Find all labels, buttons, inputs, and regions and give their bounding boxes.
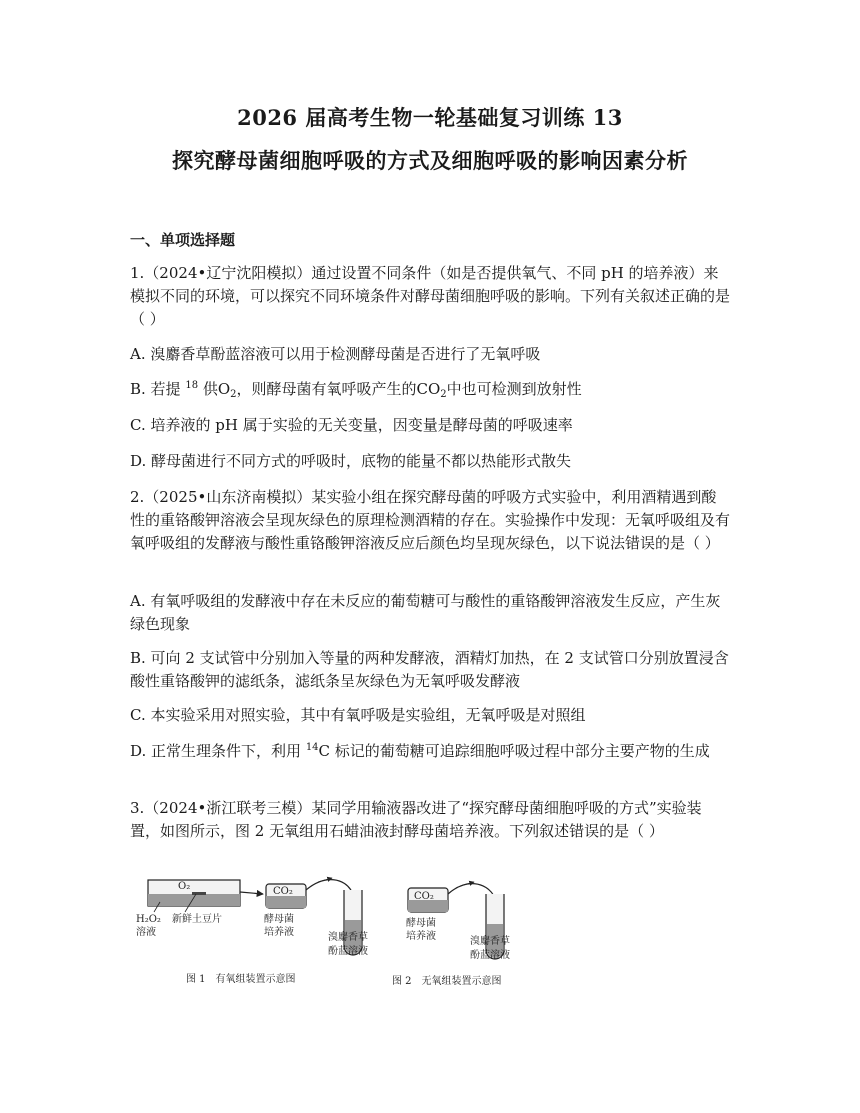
q1-b-mid2: ，则酵母菌有氧呼吸产生的CO bbox=[236, 380, 441, 398]
q1-option-c: C. 培养液的 pH 属于实验的无关变量，因变量是酵母菌的呼吸速率 bbox=[130, 416, 573, 434]
q1-b-mid1: 供O bbox=[198, 380, 231, 398]
fig2-btb-label-1: 溴麝香草 bbox=[470, 936, 510, 947]
section-heading: 一、单项选择题 bbox=[130, 231, 236, 249]
fig1-yeast-label-1: 酵母菌 bbox=[264, 914, 294, 925]
fig1-tube-1 bbox=[240, 892, 263, 894]
q1-option-d: D. 酵母菌进行不同方式的呼吸时，底物的能量不都以热能形式散失 bbox=[130, 452, 572, 470]
h2o2-liquid bbox=[148, 894, 240, 906]
fig1-apparatus bbox=[136, 878, 368, 985]
fig1-btb-label-1: 溴麝香草 bbox=[328, 932, 368, 943]
fig2-co2-label: CO₂ bbox=[414, 891, 434, 902]
fig2-yeast-label-2: 培养液 bbox=[406, 931, 436, 942]
fig1-yeast-label-2: 培养液 bbox=[264, 927, 294, 938]
fig1-h2o2-label: H₂O₂ bbox=[136, 914, 161, 925]
q1-b-pre: B. 若提 bbox=[130, 380, 186, 398]
q1-b-sub2: 2 bbox=[440, 389, 447, 400]
q1-b-sup: 18 bbox=[185, 380, 199, 391]
fig1-o2-label: O₂ bbox=[178, 881, 191, 892]
fig1-caption: 图 1 有氧组装置示意图 bbox=[186, 974, 296, 985]
experiment-figure bbox=[130, 872, 550, 990]
q2-option-d bbox=[130, 740, 730, 763]
q2-d-sup: 14 bbox=[305, 742, 319, 753]
fig1-co2-label: CO₂ bbox=[273, 886, 293, 897]
fig1-btb-label-2: 酚蓝溶液 bbox=[328, 946, 368, 957]
fig2-btb-label-2: 酚蓝溶液 bbox=[470, 950, 510, 961]
title-line-1: 2026 届高考生物一轮基础复习训练 13 bbox=[237, 105, 623, 130]
fig1-h2o2-label-2: 溶液 bbox=[136, 927, 156, 938]
fig2-caption: 图 2 无氧组装置示意图 bbox=[392, 976, 502, 987]
q2-stem: 2.（2025•山东济南模拟）某实验小组在探究酵母菌的呼吸方式实验中，利用酒精遇到酸性的重铬酸钾溶液会呈现灰绿色的原理检测酒精的存在。实验操作中发现：无氧呼吸组及有氧呼吸组的发酵液与酸性重铬酸钾溶液反应后颜色均呈现灰绿色，以下说法错误的是（ ） bbox=[130, 488, 731, 552]
q2-option-b: B. 可向 2 支试管中分别加入等量的两种发酵液，酒精灯加热，在 2 支试管口分别放置浸含酸性重铬酸钾的滤纸条，滤纸条呈灰绿色为无氧呼吸发酵液 bbox=[130, 649, 729, 690]
q1-b-post: 中也可检测到放射性 bbox=[446, 380, 582, 398]
potato-slice bbox=[192, 892, 206, 895]
fig2-yeast-label-1: 酵母菌 bbox=[406, 918, 436, 929]
q1-option-a: A. 溴麝香草酚蓝溶液可以用于检测酵母菌是否进行了无氧呼吸 bbox=[130, 345, 541, 363]
q2-d-pre: D. 正常生理条件下，利用 bbox=[130, 742, 306, 760]
fig2-apparatus bbox=[392, 882, 510, 987]
q1-b-sub1: 2 bbox=[230, 389, 237, 400]
q2-option-c: C. 本实验采用对照实验，其中有氧呼吸是实验组，无氧呼吸是对照组 bbox=[130, 706, 586, 724]
q1-option-b bbox=[130, 378, 730, 401]
title-line-2: 探究酵母菌细胞呼吸的方式及细胞呼吸的影响因素分析 bbox=[172, 148, 688, 173]
q2-option-a: A. 有氧呼吸组的发酵液中存在未反应的葡萄糖可与酸性的重铬酸钾溶液发生反应，产生灰绿色现象 bbox=[130, 592, 721, 633]
fig1-potato-label: 新鲜土豆片 bbox=[172, 914, 222, 925]
fig1-yeast-liquid bbox=[266, 896, 306, 908]
q3-stem: 3.（2024•浙江联考三模）某同学用输液器改进了“探究酵母菌细胞呼吸的方式”实验装置，如图所示，图 2 无氧组用石蜡油液封酵母菌培养液。下列叙述错误的是（ ） bbox=[130, 799, 702, 840]
q1-stem: 1.（2024•辽宁沈阳模拟）通过设置不同条件（如是否提供氧气、不同 pH 的培养液）来模拟不同的环境，可以探究不同环境条件对酵母菌细胞呼吸的影响。下列有关叙述正确的是（ ） bbox=[130, 264, 731, 328]
q2-d-post: C 标记的葡萄糖可追踪细胞呼吸过程中部分主要产物的生成 bbox=[318, 742, 710, 760]
